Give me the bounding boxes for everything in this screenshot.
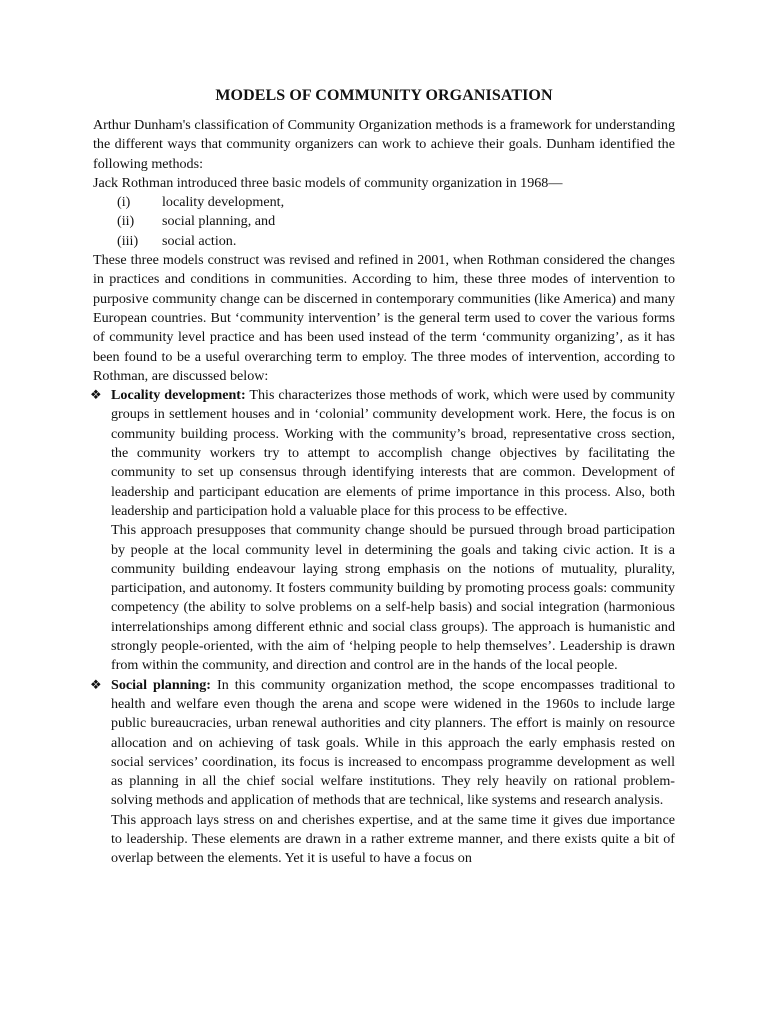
list-item-text: social planning, and — [162, 213, 276, 230]
section-heading: Locality development: — [111, 387, 246, 404]
rothman-intro-line: Jack Rothman introduced three basic models of community organization in 1968— — [93, 174, 563, 191]
section-text: This characterizes those methods of work, which were used by community groups in settlement houses and in ‘colonial’ community development work. Here, the focus is on community building process. Working with the community’s broad, representative cross section, the community workers try to attempt to accomplish change objectives by facilitating the community to set up consensus through identifying interests that are common. Development of leadership and participant education are elements of prime importance in this process. Also, both leadership and participation hold a valuable place for this process to be effective. — [111, 387, 676, 519]
section-paragraph — [111, 676, 675, 811]
section-locality-development — [90, 386, 676, 675]
section-paragraph-continued: This approach presupposes that community change should be pursued through broad participation by people at the local community level in determining the goals and taking civic action. It is a community building endeavour laying strong emphasis on the notions of mutuality, plurality, participation, and autonomy. It fosters community building by promoting process goals: community competency (the ability to solve problems on a self-help basis) and social integration (harmonious interrelationships among different ethnic and social class groups). The approach is humanistic and strongly people-oriented, with the aim of ‘helping people to help themselves’. Leadership is drawn from within the community, and direction and control are in the hands of the local people. — [111, 522, 675, 674]
section-social-planning — [90, 676, 676, 869]
models-list — [93, 193, 675, 251]
list-item-number: (ii) — [117, 213, 135, 230]
list-item — [93, 232, 675, 251]
diamond-bullet-icon: ❖ — [90, 388, 102, 404]
diamond-bullet-icon: ❖ — [90, 677, 102, 693]
revision-paragraph: These three models construct was revised and refined in 2001, when Rothman considered the changes in practices and conditions in communities. According to him, these three modes of intervention to purposive community change can be discerned in contemporary communities (like America) and many European countries. But ‘community intervention’ is the general term used to cover the various forms of community level practice and has been used instead of the term ‘community organizing’, as it has been found to be a useful overarching term to employ. The three modes of intervention, according to Rothman, are discussed below: — [93, 252, 675, 384]
list-item — [93, 212, 675, 231]
page-title: MODELS OF COMMUNITY ORGANISATION — [215, 87, 553, 104]
section-paragraph — [111, 386, 675, 521]
intro-paragraph: Arthur Dunham's classification of Community Organization methods is a framework for understanding the different ways that community organizers can work to achieve their goals. Dunham identified the following methods: — [93, 117, 675, 172]
list-item-number: (iii) — [117, 232, 139, 249]
section-text: In this community organization method, the scope encompasses traditional to health and welfare even though the arena and scope were widened in the 1960s to include large public bureaucracies, urban renewal authorities and city planners. The effort is mainly on resource allocation and on achieving of task goals. While in this approach the early emphasis rested on social services’ coordination, its focus is increased to encompass programme development as well as planning in all the chief social welfare institutions. They rely heavily on rational problem-solving methods and application of methods that are technical, like systems and research analysis. — [111, 676, 676, 809]
section-heading: Social planning: — [111, 676, 211, 693]
list-item-text: locality development, — [162, 194, 285, 211]
list-item — [93, 193, 675, 212]
section-paragraph-continued: This approach lays stress on and cherishes expertise, and at the same time it gives due importance to leadership. These elements are drawn in a rather extreme manner, and there exists quite a bit of overlap between the elements. Yet it is useful to have a focus on — [111, 811, 675, 867]
list-item-text: social action. — [162, 232, 237, 249]
list-item-number: (i) — [117, 194, 131, 211]
